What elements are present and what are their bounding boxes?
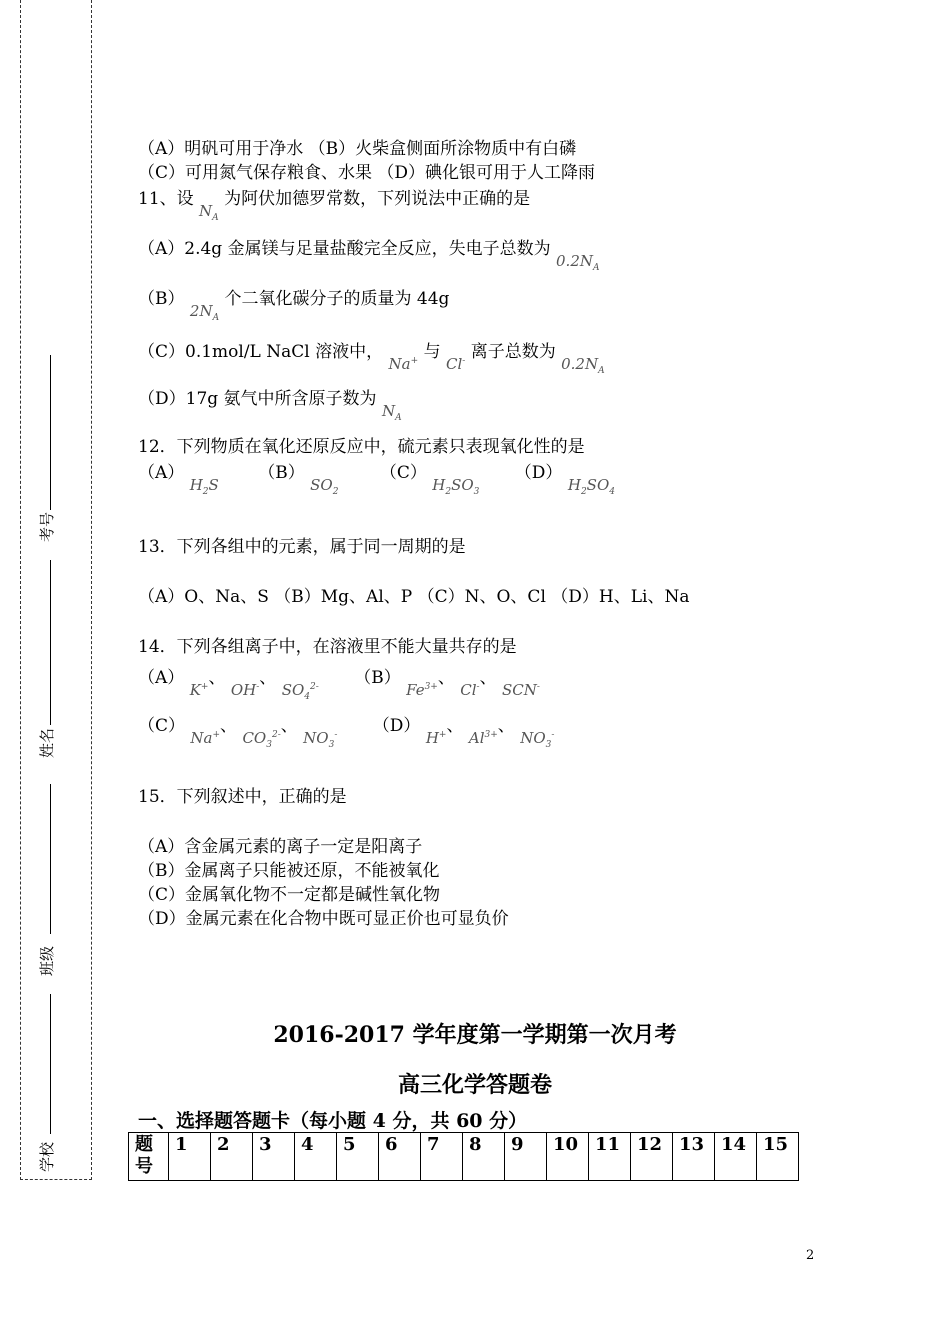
formula-so4-ion: $SO_4^{2-}$ [281, 681, 319, 702]
q10-options-ab: （A）明矾可用于净水 （B）火柴盒侧面所涂物质中有白磷 [138, 139, 577, 159]
q11-c-pre: （C）0.1mol/L NaCl 溶液中， [138, 342, 384, 362]
answer-cell-5: 5 [337, 1133, 379, 1181]
answer-cell-6: 6 [379, 1133, 421, 1181]
q14-options-cd [138, 712, 555, 750]
formula-k-ion: K+ [189, 681, 209, 699]
q14-c: （C） [138, 716, 186, 736]
q12-a: （A） [138, 463, 185, 483]
q11-a-text: （A）2.4g 金属镁与足量盐酸完全反应，失电子总数为 [138, 239, 551, 259]
name-line [50, 560, 51, 725]
formula-so2: $SO_2$ [310, 476, 339, 497]
formula-fe-ion: $Fe^{3+}$ [406, 681, 438, 699]
school-label: 学校 [38, 1141, 56, 1172]
formula-no3-ion: $NO_3^-$ [303, 729, 338, 750]
q12-b: （B） [258, 463, 305, 483]
answer-table-header: 题号 [129, 1133, 169, 1181]
answer-cell-11: 11 [589, 1133, 631, 1181]
q14-b: （B） [354, 668, 401, 688]
formula-al-ion: $Al^{3+}$ [468, 729, 498, 747]
answer-cell-14: 14 [715, 1133, 757, 1181]
exam-no-label: 考号 [38, 511, 56, 542]
q10-options-cd: （C）可用氮气保存粮食、水果 （D）碘化银可用于人工降雨 [138, 163, 596, 183]
answer-cell-12: 12 [631, 1133, 673, 1181]
formula-na: $N_A$ [199, 202, 219, 223]
q15-option-c: （C）金属氧化物不一定都是碱性氧化物 [138, 885, 441, 905]
q11-option-c [138, 338, 605, 376]
q13-options: （A）O、Na、S （B）Mg、Al、P （C）N、O、Cl （D）H、Li、Na [138, 587, 690, 607]
q11-option-b [138, 288, 450, 323]
q11-option-d [138, 388, 402, 423]
answer-cell-10: 10 [547, 1133, 589, 1181]
name-label: 姓名 [38, 727, 56, 758]
formula-co3-ion: $CO_3^{2-}$ [242, 729, 281, 750]
answer-cell-4: 4 [295, 1133, 337, 1181]
q11-c-mid: 与 [423, 342, 441, 362]
answer-sheet-title: 高三化学答题卷 [397, 1072, 552, 1098]
school-line [50, 994, 51, 1134]
formula-na-ion-c: Na+ [190, 729, 221, 747]
answer-cell-2: 2 [211, 1133, 253, 1181]
q11-option-a [138, 238, 600, 273]
q11-d-text: （D）17g 氨气中所含原子数为 [138, 389, 377, 409]
sep: 、 [208, 668, 226, 688]
exam-no-line [50, 355, 51, 510]
sep: 、 [259, 668, 277, 688]
q12-d: （D） [514, 463, 563, 483]
q12-stem: 12．下列物质在氧化还原反应中，硫元素只表现氧化性的是 [138, 437, 585, 457]
q12-options [138, 462, 615, 497]
page-number: 2 [806, 1248, 815, 1263]
q14-options-ab [138, 664, 540, 702]
sep: 、 [497, 716, 515, 736]
q12-c: （C） [379, 463, 427, 483]
formula-na-d: $N_A$ [381, 402, 402, 423]
formula-h2s: $H_2S$ [189, 476, 219, 497]
q11-b-pre: （B） [138, 289, 185, 309]
q15-stem: 15．下列叙述中，正确的是 [138, 787, 347, 807]
class-label: 班级 [38, 945, 56, 976]
answer-cell-9: 9 [505, 1133, 547, 1181]
formula-h2so4: $H_2SO_4$ [567, 476, 615, 497]
formula-2na: $2N_A$ [189, 302, 220, 323]
exam-title: 2016-2017 学年度第一学期第一次月考 [273, 1022, 677, 1048]
sep: 、 [220, 716, 238, 736]
section-title: 一、选择题答题卡（每小题 4 分，共 60 分） [138, 1110, 528, 1132]
sep: 、 [479, 668, 497, 688]
formula-0-2na-c: $0.2N_A$ [561, 355, 605, 376]
answer-cell-3: 3 [253, 1133, 295, 1181]
formula-no3-ion-d: $NO_3^-$ [520, 729, 555, 750]
q11-b-post: 个二氧化碳分子的质量为 44g [224, 289, 450, 309]
binding-margin [20, 0, 92, 1180]
answer-cell-8: 8 [463, 1133, 505, 1181]
formula-oh-ion: OH- [230, 681, 260, 699]
q15-option-d: （D）金属元素在化合物中既可显正价也可显负价 [138, 909, 509, 929]
sep: 、 [280, 716, 298, 736]
q14-a: （A） [138, 668, 185, 688]
q11-c-post: 离子总数为 [470, 342, 556, 362]
sep: 、 [437, 668, 455, 688]
q11-stem-b: 为阿伏加德罗常数，下列说法中正确的是 [224, 189, 531, 209]
answer-cell-1: 1 [169, 1133, 211, 1181]
answer-table-row [129, 1133, 799, 1181]
formula-cl-ion: Cl- [445, 355, 466, 373]
q15-option-b: （B）金属离子只能被还原，不能被氧化 [138, 861, 440, 881]
formula-na-ion: Na+ [388, 355, 419, 373]
q11-stem-a: 11、设 [138, 189, 194, 209]
formula-0-2na: $0.2N_A$ [556, 252, 600, 273]
class-line [50, 784, 51, 934]
q14-d: （D） [372, 716, 421, 736]
q13-stem: 13．下列各组中的元素，属于同一周期的是 [138, 537, 466, 557]
formula-cl-ion-b: Cl- [460, 681, 480, 699]
q11-stem [138, 188, 531, 223]
formula-h-ion: H+ [425, 729, 447, 747]
answer-cell-7: 7 [421, 1133, 463, 1181]
sep: 、 [446, 716, 464, 736]
formula-scn-ion: SCN- [502, 681, 540, 699]
answer-cell-13: 13 [673, 1133, 715, 1181]
q15-option-a: （A）含金属元素的离子一定是阳离子 [138, 837, 423, 857]
answer-table [128, 1132, 799, 1181]
q14-stem: 14．下列各组离子中，在溶液里不能大量共存的是 [138, 637, 517, 657]
answer-cell-15: 15 [757, 1133, 799, 1181]
formula-h2so3: $H_2SO_3$ [432, 476, 480, 497]
